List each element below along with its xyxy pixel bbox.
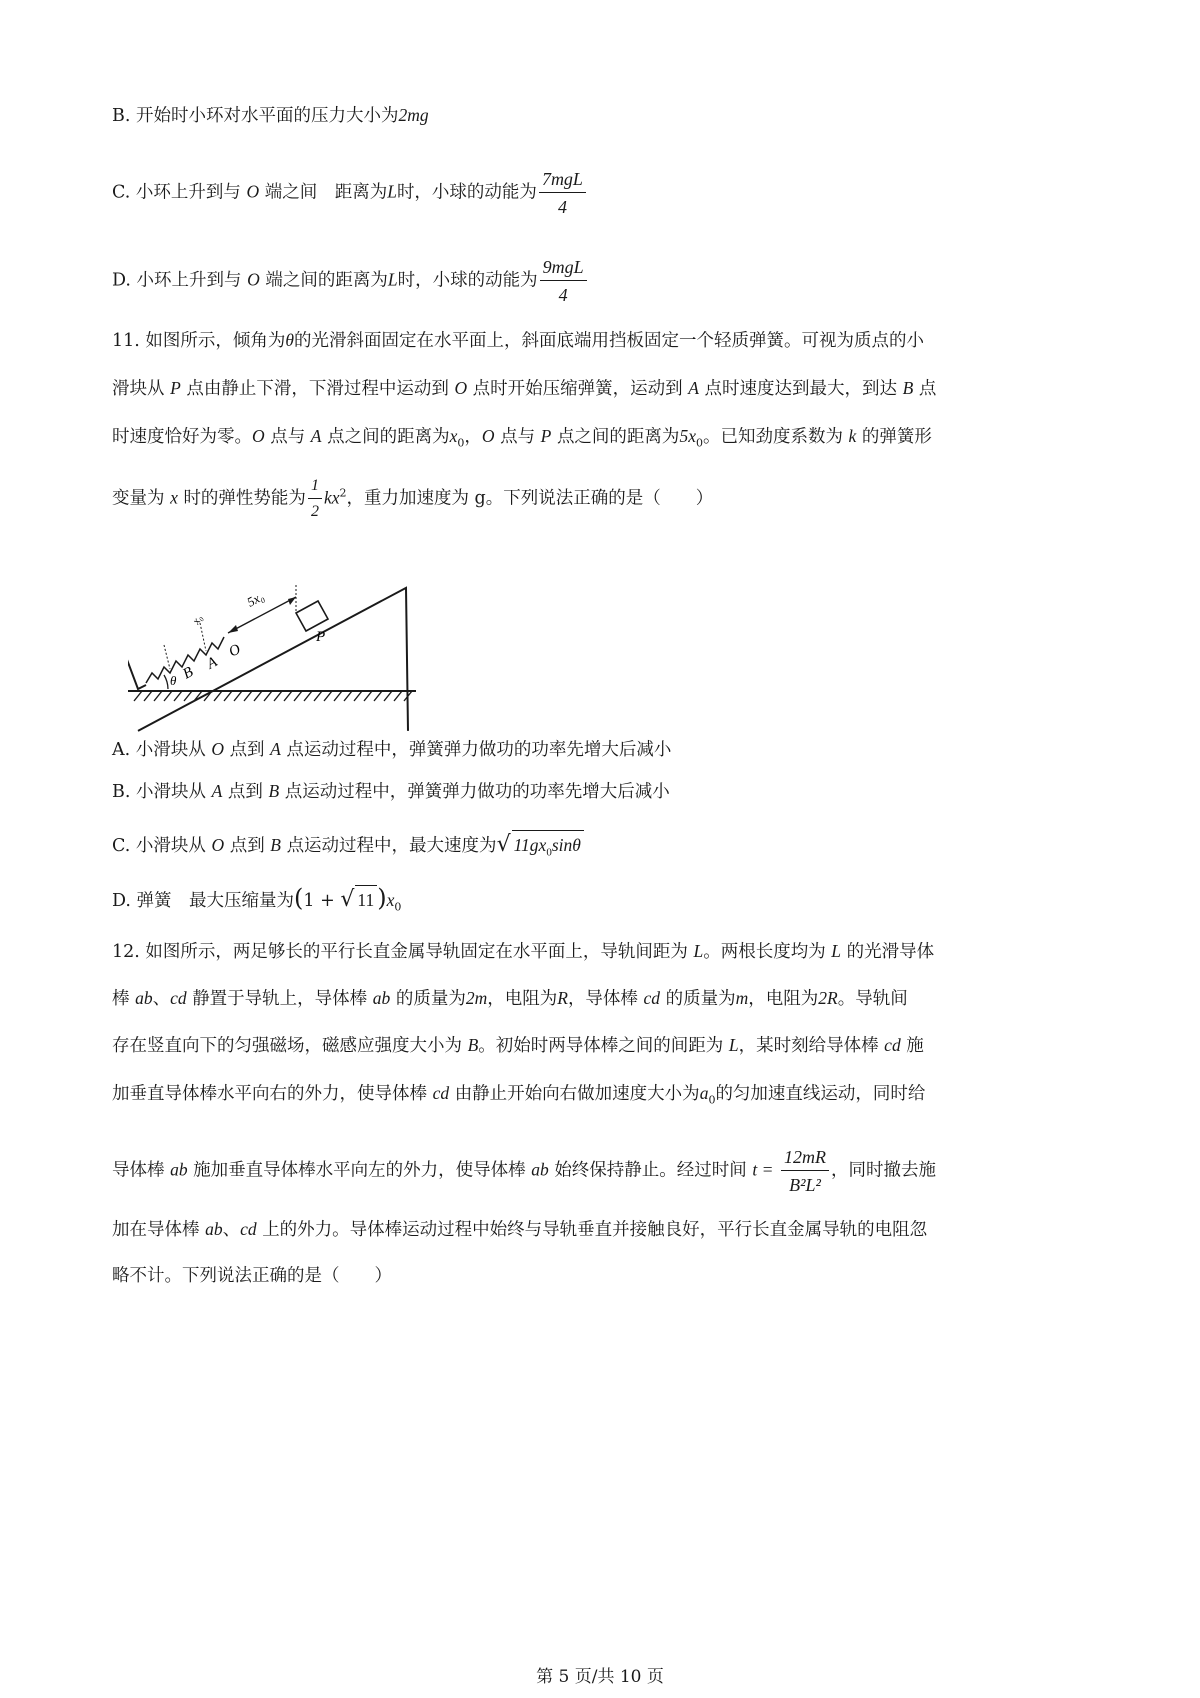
label-theta: θ	[170, 673, 177, 688]
label-5x0: 5x₀	[244, 588, 267, 610]
q12-stem-line1: 12. 如图所示，两足够长的平行长直金属导轨固定在水平面上，导轨间距为 L。两根长度均为 L 的光滑导体	[112, 941, 935, 962]
q12-stem-line5: 导体棒 ab 施加垂直导体棒水平向左的外力，使导体棒 ab 始终保持静止。经过时间 t = $\frac{12mR}{\text{B²L²}}$ ，同时撤去施	[112, 1147, 937, 1195]
q10-option-b: B. 开始时小环对水平面的压力大小为2mg	[112, 105, 429, 126]
label-P: P	[316, 629, 326, 645]
q11-stem-line1: 11. 如图所示，倾角为θ的光滑斜面固定在水平面上，斜面底端用挡板固定一个轻质弹簧。可视为质点的小	[112, 330, 925, 351]
q11-option-a: A. 小滑块从 O 点到 A 点运动过程中，弹簧弹力做功的功率先增大后减小	[112, 739, 672, 760]
q10-option-d: D. 小环上升到与 O 端之间的距离为L时，小球的动能为 $\frac{\text{9mgL}}{4}$	[112, 258, 589, 304]
q12-stem-line6: 加在导体棒 ab、cd 上的外力。导体棒运动过程中始终与导轨垂直并接触良好，平行长直金属导轨的电阻忽	[112, 1219, 928, 1240]
one-half-fraction: $\frac{1}{2}$	[308, 478, 322, 520]
q12-stem-line4: 加垂直导体棒水平向右的外力，使导体棒 cd 由静止开始向右做加速度大小为$a_0$的匀加速直线运动，同时给	[112, 1083, 926, 1107]
q11-stem-line4: 变量为 x 时的弹性势能为 $\frac{1}{2}$ $kx^2$，重力加速度为 g。下列说法正确的是（ ）	[112, 477, 714, 520]
q10-option-c: C. 小环上升到与 O 端之间 距离为L时，小球的动能为 $\frac{\text{7mgL}}{4}$	[112, 170, 588, 216]
q11-stem-line2: 滑块从 P 点由静止下滑，下滑过程中运动到 O 点时开始压缩弹簧，运动到 A 点时速度达到最大，到达 B 点	[112, 378, 937, 399]
label-A: A	[204, 654, 220, 673]
q11-stem-line3: 时速度恰好为零。O 点与 A 点之间的距离为$x_0$，O 点与 P 点之间的距离为$5x_0$。已知劲度系数为 k 的弹簧形	[112, 426, 932, 450]
q11-option-c: C. 小滑块从 O 点到 B 点运动过程中，最大速度为√ $11gx_0\sin\theta$	[112, 830, 584, 866]
q11-option-b: B. 小滑块从 A 点到 B 点运动过程中，弹簧弹力做功的功率先增大后减小	[112, 781, 670, 802]
q11-option-d: D. 弹簧 最大压缩量为(1 + √ 11 )$x_0$	[112, 884, 402, 914]
label-B: B	[180, 664, 196, 683]
time-fraction: $\frac{12mR}{\text{B²L²}}$	[781, 1148, 829, 1194]
page-number-footer: 第 5 页/共 10 页	[536, 1667, 664, 1687]
label-x0: x₀	[190, 612, 205, 627]
incline-spring-figure	[128, 585, 428, 740]
q10-c-fraction: $\frac{\text{7mgL}}{4}$	[539, 170, 586, 216]
q12-stem-line7: 略不计。下列说法正确的是（ ）	[112, 1266, 392, 1286]
label-O: O	[226, 641, 244, 661]
q12-stem-line3: 存在竖直向下的匀强磁场，磁感应强度大小为 B。初始时两导体棒之间的间距为 L，某时刻给导体棒 cd 施	[112, 1035, 924, 1056]
q12-stem-line2: 棒 ab、cd 静置于导轨上，导体棒 ab 的质量为2m，电阻为R，导体棒 cd 的质量为m，电阻为2R。导轨间	[112, 988, 908, 1009]
q10-d-fraction: $\frac{\text{9mgL}}{4}$	[540, 258, 587, 304]
